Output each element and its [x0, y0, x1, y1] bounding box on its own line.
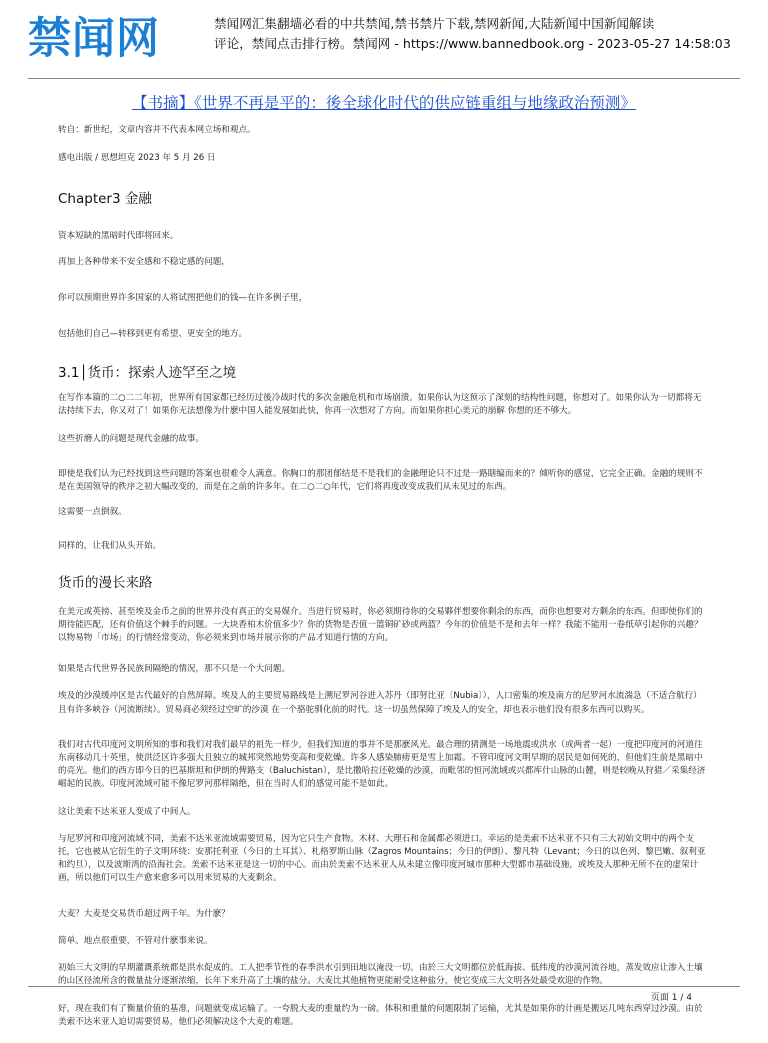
- paragraph: 即使是我们认为已经找到这些问题的答案也很难令人满意。你胸口的那团郁结是不是我们的金融理论只不过是一路瞎编而来的？倾听你的感觉，它完全正确。金融的规则不是在美国领导的秩序之初大幅改变的，而是在之前的许多年。在二○二○年代，它们将再度改变成我们从未见过的东西。: [58, 468, 703, 493]
- site-logo[interactable]: 禁闻网: [28, 14, 160, 64]
- header-divider: [28, 78, 740, 79]
- section-heading: 货币的漫长来路: [58, 574, 153, 591]
- paragraph: 在美元或英镑、甚至埃及金币之前的世界并没有真正的交易媒介。当进行贸易时，你必须期待你的交易夥伴想要你剩余的东西，而你也想要对方剩余的东西。但即使你们的期待能匹配，还有价值这个棘手的问题。一大块香柏木价值多少？你的货物是否值一篮铜矿砂或两篮？今年的价值是不是和去年一样？我能不能用一卷纸草引起你的兴趣？以物易物「市场」的行情经常变动，你必须来到市场并展示你的产品才知道行情的方向。: [58, 606, 703, 644]
- header-description: [214, 14, 744, 54]
- header-line-2: 评论，禁闻点击排行榜。禁闻网 - https://www.bannedbook.org - 2023-05-27 14:58:03: [214, 36, 731, 51]
- section-heading: Chapter3 金融: [58, 191, 152, 208]
- page-number: 页面 1 / 4: [650, 993, 692, 1003]
- section-heading: 3.1│货币：探索人迹罕至之境: [58, 365, 237, 382]
- paragraph: 埃及的沙漠缓冲区是古代最好的自然屏障。埃及人的主要贸易路线是上溯尼罗河谷进入苏丹（即努比亚〔Nubia〕），人口密集的埃及南方的尼罗河水流湍急（不适合航行）且有许多峡谷（河流断续）。贸易商必须经过空旷的沙漠 在一个骆驼驯化前的时代。这一切虽然保障了埃及人的安全，却也表示他们没有很多东西可以购买。: [58, 691, 702, 715]
- paragraph: 你可以预期世界许多国家的人将试图把他们的钱—在许多例子里，: [58, 292, 308, 303]
- article-title-link[interactable]: 【书摘】《世界不再是平的：後全球化时代的供应链重组与地缘政治预测》: [132, 94, 636, 112]
- paragraph: 这让美索不达米亚人变成了中间人。: [58, 806, 196, 817]
- paragraph: 初始三大文明的早期灌溉系统都是洪水促成的。工人把季节性的春季洪水引到田地以淹没一切。由於三大文明都位於低海拔、低纬度的沙漠河流谷地，蒸发效应让渗入土壤的山区径流所含的微量盐分逐渐浓缩，长年下来升高了土壤的盐分。大麦比其他植物更能耐受这种盐分，使它变成三大文明各处最受欢迎的作物。: [58, 963, 703, 987]
- paragraph: 在写作本篇的二○二二年初，世界所有国家都已经历过後冷战时代的多次金融危机和市场崩溃。如果你认为这预示了深刻的结构性问题，你想对了。如果你认为一切都将无法持续下去，你又对了！如果你无法想像为什麽中国人能发展如此快，你再一次想对了方向。而如果你担心美元的崩解 你想的还不够大。: [58, 393, 702, 417]
- paragraph: 我们对古代印度河文明所知的事和我们对我们最早的祖先一样少，但我们知道的事并不是那麽风光。最合理的猜测是一场地震或洪水（或两者一起）一度把印度河的河道往东南移动几十英里，使洪泛区许多强大且独立的城邦突然地势变高和变乾燥。许多人感染肺痨更是雪上加霜。不管印度河文明早期的居民是如何死的，但他们生前是黑暗中的亮光。他们的西方即今日的巴基斯坦和伊朗的俾路支（Baluchistan），是比撒哈拉还乾燥的沙漠，而毗邻的恒河流域或兴都库什山脉的山麓，则是较晚从狩猎／采集经济崛起的民族。印度河流域可能不像尼罗河那样隔绝，但在当时人们的感觉可能不是如此。: [58, 739, 706, 790]
- paragraph: 如果是古代世界各民族间隔绝的情况，那不只是一个大问题。: [58, 664, 291, 675]
- site-header: [28, 14, 740, 64]
- paragraph: 与尼罗河和印度河流域不同，美索不达米亚流域需要贸易，因为它只生产食物。木材、大理石和金属都必须进口。幸运的是美索不达米亚不只有三大初始文明中的两个支托，它也被从它衍生的子文明环绕：安那托利亚（今日的土耳其）、札格罗斯山脉（Zagros Mountains；今日的伊朗）、黎凡特（Levant；今日的以色列、黎巴嫩、叙利亚和约旦），以及波斯湾的沿海社会。美索不达米亚是这一切的中心。而由於美索不达米亚人从未建立像印度河城市那种大型都市基础设施，或埃及人那种无所不在的虚荣计画，所以他们可以生产愈来愈多可以用来贸易的大麦剩余。: [58, 833, 706, 884]
- paragraph: 同样的，让我们从头开始。: [58, 541, 162, 552]
- header-line-1: 禁闻网汇集翻墙必看的中共禁闻,禁书禁片下载,禁网新闻,大陆新闻中国新闻解读: [214, 16, 655, 31]
- paragraph: 资本短缺的黑暗时代即将回来。: [58, 231, 179, 242]
- paragraph: 简单。地点很重要，不管对什麽事来说。: [58, 935, 213, 946]
- paragraph: 再加上各种带来不安全感和不稳定感的问题，: [58, 256, 230, 267]
- footer-divider: [28, 986, 740, 987]
- paragraph: 转自：新世纪，文章内容并不代表本网立场和观点。: [58, 125, 256, 135]
- paragraph: 感电出版 / 思想坦克 2023 年 5 月 26 日: [58, 153, 216, 164]
- paragraph: 这些折磨人的问题是现代金融的故事。: [58, 433, 205, 444]
- paragraph: 好，现在我们有了衡量价值的基准，问题就变成运输了。一夸脱大麦的重量约为一磅。体积和重量的问题限制了运输，尤其是如果你的计画是搬运几吨东西穿过沙漠。由於美索不达米亚人迫切需要贸易，他们必须解决这个大麦的难题。: [58, 1003, 703, 1027]
- paragraph: 大麦？大麦是交易货币超过两千年。为什麽？: [58, 908, 230, 919]
- paragraph: 这需要一点倒叙。: [58, 507, 127, 518]
- article-body: [58, 124, 710, 1043]
- paragraph: 包括他们自己—转移到更有希望、更安全的地方。: [58, 329, 248, 340]
